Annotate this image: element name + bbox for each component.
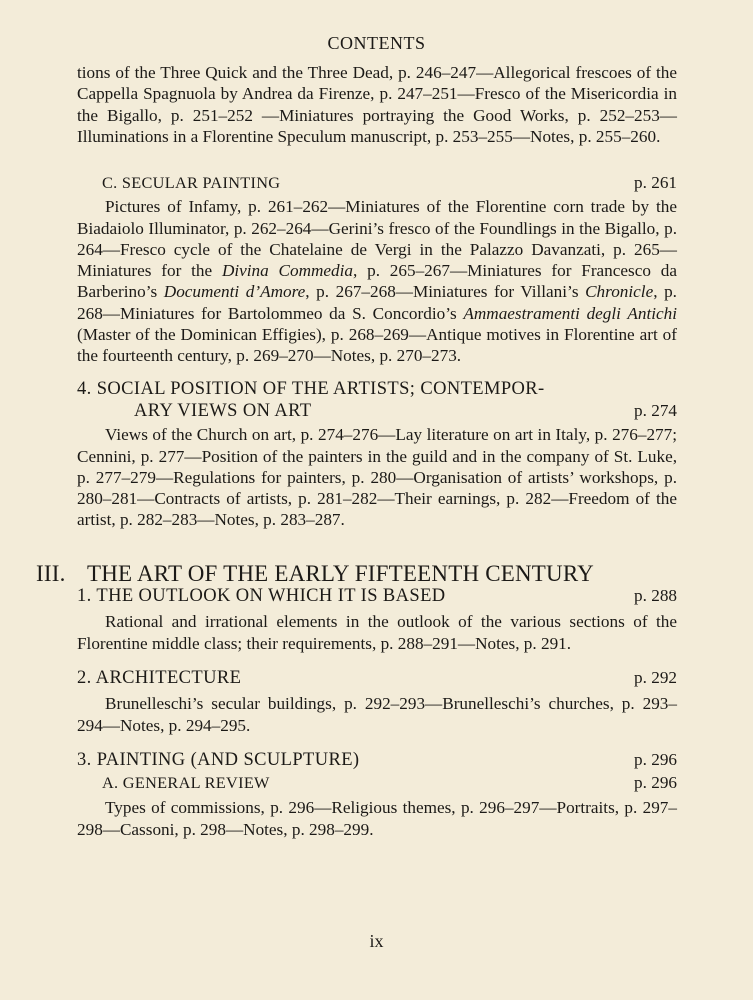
entry-page-ref: p. 274 <box>634 400 677 420</box>
entry-label: 3. PAINTING (AND SCULPTURE) <box>77 749 360 770</box>
entry-architecture <box>77 667 677 689</box>
entry-page-ref: p. 296 <box>634 773 677 793</box>
entry-label-line1: 4. SOCIAL POSITION OF THE ARTISTS; CONTEMPOR- <box>77 378 545 399</box>
entry-painting <box>77 749 677 771</box>
chapter-numeral: III. <box>36 560 66 586</box>
general-review-description: Types of commissions, p. 296—Religious themes, p. 296–297—Portraits, p. 297–298—Cassoni, p. 298—Notes, p. 298–299. <box>77 798 677 839</box>
entry-page-ref: p. 288 <box>634 586 677 606</box>
entry-social-position <box>77 379 677 423</box>
continuation-paragraph: tions of the Three Quick and the Three Dead, p. 246–247—Allegorical frescoes of the Cappella Spagnuola by Andrea da Firenze, p. 247–251—Fresco of the Misericordia in the Bigallo, p. 251–252 —Miniatures portraying the Good Works, p. 252–253—Illuminations in a Florentine Speculum manuscript, p. 253–255—Notes, p. 255–260. <box>77 63 677 146</box>
entry-secular-painting <box>77 172 677 193</box>
outlook-description: Rational and irrational elements in the outlook of the various sections of the Florentine middle class; their requirements, p. 288–291—Notes, p. 291. <box>77 612 677 653</box>
entry-label: 1. THE OUTLOOK ON WHICH IT IS BASED <box>77 586 446 607</box>
entry-label: 2. ARCHITECTURE <box>77 667 242 688</box>
running-header: CONTENTS <box>327 33 426 53</box>
social-position-description: Views of the Church on art, p. 274–276—Lay literature on art in Italy, p. 276–277; Cennini, p. 277—Position of the painters in the guild and in the company of St. Luke, p. 277–279—Regulations for painters, p. 280—Organisation of artists’ workshops, p. 280–281—Contracts of artists, p. 281–282—Their earnings, p. 282—Freedom of the artist, p. 282–283—Notes, p. 283–287. <box>77 425 677 530</box>
entry-label: C. SECULAR PAINTING <box>102 173 281 192</box>
secular-painting-description: Pictures of Infamy, p. 261–262—Miniatures of the Florentine corn trade by the Biadaiolo Illuminator, p. 262–264—Gerini’s fresco of the Foundlings in the Bigallo, p. 264—Fresco cycle of the Chatelaine de Vergi in the Palazzo Davanzati, p. 265—Miniatures for the Divina Commedia, p. 265–267—Miniatures for Francesco da Barberino’s Documenti d’Amore, p. 267–268—Miniatures for Villani’s Chronicle, p. 268—Miniatures for Bartolommeo da S. Concordio’s Ammaestramenti degli Antichi (Master of the Dominican Effigies), p. 268–269—Antique motives in Florentine art of the fourteenth century, p. 269–270—Notes, p. 270–273. <box>77 197 677 366</box>
page-number: ix <box>369 931 384 951</box>
chapter-title: THE ART OF THE EARLY FIFTEENTH CENTURY <box>87 560 594 586</box>
entry-page-ref: p. 292 <box>634 667 677 687</box>
entry-general-review <box>77 772 677 793</box>
entry-label-line2: ARY VIEWS ON ART <box>134 400 312 421</box>
entry-outlook <box>77 585 677 607</box>
architecture-description: Brunelleschi’s secular buildings, p. 292–293—Brunelleschi’s churches, p. 293–294—Notes, p. 294–295. <box>77 694 677 735</box>
title-documenti-damore: Documenti d’Amore <box>163 282 306 302</box>
entry-label: A. GENERAL REVIEW <box>102 773 270 793</box>
contents-body <box>36 62 677 840</box>
entry-page-ref: p. 261 <box>634 173 677 192</box>
title-divina-commedia: Divina Commedia <box>221 261 353 281</box>
entry-page-ref: p. 296 <box>634 749 677 769</box>
title-chronicle: Chronicle <box>585 282 654 302</box>
chapter-heading <box>36 560 677 586</box>
title-ammaestramenti: Ammaestramenti degli Antichi <box>463 303 677 323</box>
